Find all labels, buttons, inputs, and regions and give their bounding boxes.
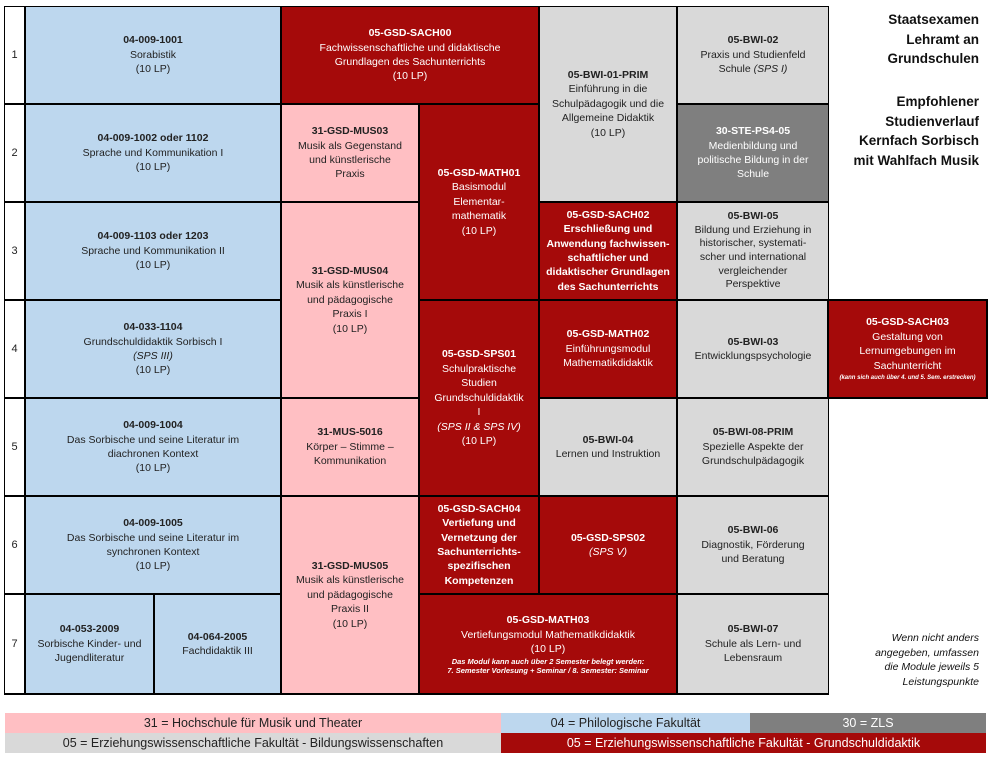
module-code: 05-BWI-05 — [727, 210, 779, 223]
module-code: 04-053-2009 — [59, 623, 120, 636]
module-title: synchronen Kontext — [106, 546, 200, 558]
module-title: Sachunterrichts- — [437, 546, 521, 558]
module-title: politische Bildung in der — [697, 154, 809, 166]
module-credits: (10 LP) — [135, 364, 171, 377]
module-title: Schule als Lern- und — [704, 637, 802, 650]
module-sps: (SPS I) — [753, 63, 788, 76]
module-04-009-1001 — [26, 7, 280, 103]
module-title: Praxis und Studienfeld — [700, 48, 806, 61]
module-code: 04-033-1104 — [123, 321, 183, 334]
module-title: Fachwissenschaftliche und didaktische — [319, 41, 501, 54]
module-code: 31-GSD-MUS04 — [311, 264, 389, 277]
module-05-gsd-math01 — [420, 105, 538, 299]
footnote-line: Leistungspunkte — [902, 676, 979, 689]
module-credits: (10 LP) — [590, 126, 626, 139]
module-title: Medienbildung und — [708, 139, 798, 152]
module-title: und Beratung — [721, 553, 785, 566]
module-code: 31-GSD-MUS05 — [311, 559, 389, 572]
module-31-gsd-mus03 — [282, 105, 418, 201]
module-title: Jugendliteratur — [54, 652, 125, 665]
module-title: Körper – Stimme – — [306, 440, 394, 453]
module-code: 31-MUS-5016 — [317, 426, 383, 439]
semester-number: 4 — [5, 301, 24, 397]
module-code: 05-BWI-03 — [727, 335, 779, 348]
module-code: 05-GSD-SACH02 — [566, 208, 650, 221]
module-title: Sorbische Kinder- und — [37, 637, 142, 650]
module-title: Fachdidaktik III — [182, 645, 253, 657]
semester-number: 5 — [5, 399, 24, 495]
module-title: Bildung und Erziehung in — [694, 223, 812, 236]
module-title: Praxis II — [331, 603, 369, 616]
module-title: Das Sorbische und seine Literatur im — [66, 531, 240, 544]
module-credits: (10 LP) — [135, 462, 171, 475]
module-code: 05-GSD-MATH03 — [506, 614, 590, 627]
credits-footnote — [829, 631, 979, 690]
module-31-gsd-mus04 — [282, 203, 418, 397]
module-title: didaktischer Grundlagen — [546, 266, 670, 279]
module-05-gsd-math02 — [540, 301, 676, 397]
module-code: 04-009-1001 — [123, 34, 183, 47]
module-title: Basismodul — [451, 181, 507, 194]
module-04-009-1103 — [26, 203, 280, 299]
module-title: Perspektive — [725, 278, 781, 291]
module-title: Sprache und Kommunikation II — [81, 244, 225, 257]
module-title: Praxis I — [332, 308, 368, 321]
module-title: Grundschuldidaktik Sorbisch I — [83, 335, 223, 348]
legend-philologie: 04 = Philologische Fakultät — [501, 713, 750, 733]
module-05-bwi-08-prim — [678, 399, 828, 495]
module-04-009-1005 — [26, 497, 280, 593]
module-title: Sprache und Kommunikation I — [82, 146, 224, 159]
module-sps: (SPS V) — [589, 546, 627, 558]
module-05-bwi-01-prim — [540, 7, 676, 201]
module-04-053-2009 — [26, 595, 153, 693]
module-title: diachronen Kontext — [107, 448, 199, 460]
module-title: Musik als Gegenstand — [298, 139, 402, 152]
module-title: Vertiefungsmodul Mathematikdidaktik — [461, 628, 635, 641]
module-05-gsd-sach02 — [540, 203, 676, 299]
module-31-mus-5016 — [282, 399, 418, 495]
module-30-ste-ps4-05 — [678, 105, 828, 201]
module-title: Vernetzung der — [441, 531, 517, 544]
module-title: vergleichender — [718, 264, 788, 277]
module-05-bwi-04 — [540, 399, 676, 495]
module-credits: (10 LP) — [461, 435, 497, 448]
module-title: Sorabistik — [129, 48, 177, 61]
module-code: 05-GSD-SPS01 — [441, 348, 517, 361]
module-credits: (10 LP) — [332, 617, 368, 630]
module-title: Entwicklungspsychologie — [694, 350, 812, 362]
module-title: Lernen und Instruktion — [555, 448, 661, 460]
module-title: und pädagogische — [307, 293, 393, 306]
module-title: Sachunterricht — [873, 359, 942, 372]
module-title: Einführung in die — [568, 83, 648, 96]
semester-number: 7 — [5, 595, 24, 693]
module-code: 31-GSD-MUS03 — [311, 125, 389, 138]
page-title — [887, 10, 979, 69]
module-credits: (10 LP) — [392, 70, 428, 83]
module-04-009-1002 — [26, 105, 280, 201]
module-title: Anwendung fachwissen- — [546, 237, 670, 250]
module-05-bwi-02 — [678, 7, 828, 103]
title-line: mit Wahlfach Musik — [853, 152, 979, 168]
module-code: 30-STE-PS4-05 — [715, 125, 791, 138]
module-title: Musik als künstlerische — [296, 279, 404, 292]
footnote-line: Wenn nicht anders — [891, 632, 979, 644]
module-title: Allgemeine Didaktik — [561, 112, 655, 125]
semester-number: 6 — [5, 497, 24, 593]
module-code: 04-009-1002 oder 1102 — [97, 132, 209, 145]
footnote-line: die Module jeweils 5 — [884, 661, 979, 674]
module-04-009-1004 — [26, 399, 280, 495]
module-code: 05-BWI-07 — [727, 623, 779, 636]
module-title: Das Sorbische und seine Literatur im — [66, 433, 240, 446]
module-title: Erschließung und — [563, 223, 653, 236]
legend-zls: 30 = ZLS — [750, 713, 986, 733]
module-code: 05-BWI-04 — [582, 433, 634, 446]
module-05-gsd-sps02 — [540, 497, 676, 593]
module-title: Studien — [461, 377, 497, 390]
module-title: Lebensraum — [723, 652, 783, 665]
module-05-gsd-math03 — [420, 595, 676, 693]
module-title: Elementar- — [453, 195, 505, 208]
module-title: Grundschuldidaktik — [434, 391, 524, 404]
module-title: des Sachunterrichts — [557, 280, 659, 293]
legend-grundschuldidaktik: 05 = Erziehungswissenschaftliche Fakultät - Grundschuldidaktik — [501, 733, 986, 753]
page-subtitle — [853, 92, 979, 170]
module-title: Schulpraktische — [441, 362, 517, 375]
module-04-064-2005 — [155, 595, 280, 693]
module-note: (kann sich auch über 4. und 5. Sem. erstrecken) — [839, 375, 976, 382]
semester-number: 1 — [5, 7, 24, 103]
module-code: 05-GSD-SPS02 — [570, 531, 646, 544]
semester-number: 3 — [5, 203, 24, 299]
module-code: 05-GSD-SACH04 — [437, 502, 521, 515]
module-title: und pädagogische — [307, 588, 393, 601]
title-line: Grundschulen — [887, 51, 979, 67]
footnote-line: angegeben, umfassen — [875, 646, 979, 659]
module-code: 05-BWI-06 — [727, 524, 779, 537]
module-code: 05-GSD-SACH03 — [866, 316, 949, 329]
module-code: 05-BWI-01-PRIM — [567, 68, 649, 81]
module-code: 04-009-1103 oder 1203 — [97, 230, 209, 243]
legend-musik: 31 = Hochschule für Musik und Theater — [5, 713, 501, 733]
module-title: schaftlicher und — [567, 252, 649, 264]
module-title: Kompetenzen — [444, 574, 514, 587]
module-title: mathematik — [451, 210, 507, 223]
module-credits: (10 LP) — [135, 63, 171, 76]
title-line: Empfohlener — [896, 94, 979, 109]
title-line: Studienverlauf — [885, 113, 979, 129]
module-sps: (SPS III) — [133, 350, 173, 362]
module-note: Das Modul kann auch über 2 Semester belegt werden: — [451, 656, 645, 666]
title-line: Lehramt an — [906, 31, 979, 47]
module-credits: (10 LP) — [332, 322, 368, 335]
module-title: Musik als künstlerische — [296, 574, 404, 587]
module-title: Grundlagen des Sachunterrichts — [334, 56, 486, 68]
module-title: Schule — [736, 168, 770, 181]
module-credits: (10 LP) — [530, 643, 566, 656]
module-title: Einführungsmodul — [565, 342, 651, 355]
module-credits: (10 LP) — [135, 560, 171, 573]
module-05-gsd-sach04 — [420, 497, 538, 593]
module-title: Kommunikation — [313, 455, 387, 468]
module-title: Schule — [718, 63, 754, 76]
module-note: 7. Semester Vorlesung + Seminar / 8. Semester: Seminar — [447, 665, 649, 675]
module-code: 05-GSD-MATH02 — [566, 328, 650, 341]
title-line: Kernfach Sorbisch — [858, 133, 979, 149]
module-31-gsd-mus05 — [282, 497, 418, 693]
module-credits: (10 LP) — [461, 224, 497, 237]
module-code: 05-GSD-MATH01 — [437, 166, 521, 179]
module-title: Lernumgebungen im — [859, 345, 956, 358]
module-title: Vertiefung und — [442, 517, 516, 530]
module-05-bwi-05 — [678, 203, 828, 299]
module-code: 05-GSD-SACH00 — [368, 27, 452, 40]
module-credits: (10 LP) — [135, 161, 171, 174]
module-code: 04-009-1005 — [123, 517, 183, 530]
module-credits: (10 LP) — [135, 259, 171, 272]
module-title: und künstlerische — [309, 154, 391, 166]
module-code: 05-BWI-08-PRIM — [712, 426, 794, 439]
module-title: I — [477, 406, 481, 419]
module-title: spezifischen — [447, 560, 511, 573]
module-05-bwi-03 — [678, 301, 828, 397]
module-code: 04-009-1004 — [123, 419, 183, 432]
module-title: Gestaltung von — [872, 330, 943, 343]
module-title: Grundschulpädagogik — [701, 455, 805, 468]
module-05-gsd-sps01 — [420, 301, 538, 495]
module-05-bwi-07 — [678, 595, 828, 693]
module-04-033-1104 — [26, 301, 280, 397]
module-05-bwi-06 — [678, 497, 828, 593]
semester-number: 2 — [5, 105, 24, 201]
module-title: Spezielle Aspekte der — [702, 440, 804, 453]
module-title: scher und international — [699, 251, 807, 263]
legend-bildungswissenschaften: 05 = Erziehungswissenschaftliche Fakultät - Bildungswissenschaften — [5, 733, 501, 753]
module-code: 05-BWI-02 — [727, 34, 779, 47]
title-line: Staatsexamen — [888, 12, 979, 27]
module-sps: (SPS II & SPS IV) — [437, 420, 521, 433]
module-title: Praxis — [335, 168, 365, 181]
module-title: Mathematikdidaktik — [563, 357, 653, 370]
module-05-gsd-sach00 — [282, 7, 538, 103]
module-05-gsd-sach03 — [829, 301, 986, 397]
module-code: 04-064-2005 — [187, 630, 248, 643]
module-title: Diagnostik, Förderung — [701, 538, 805, 551]
module-title: Schulpädagogik und die — [551, 97, 665, 110]
module-title: historischer, systemati- — [699, 237, 807, 250]
